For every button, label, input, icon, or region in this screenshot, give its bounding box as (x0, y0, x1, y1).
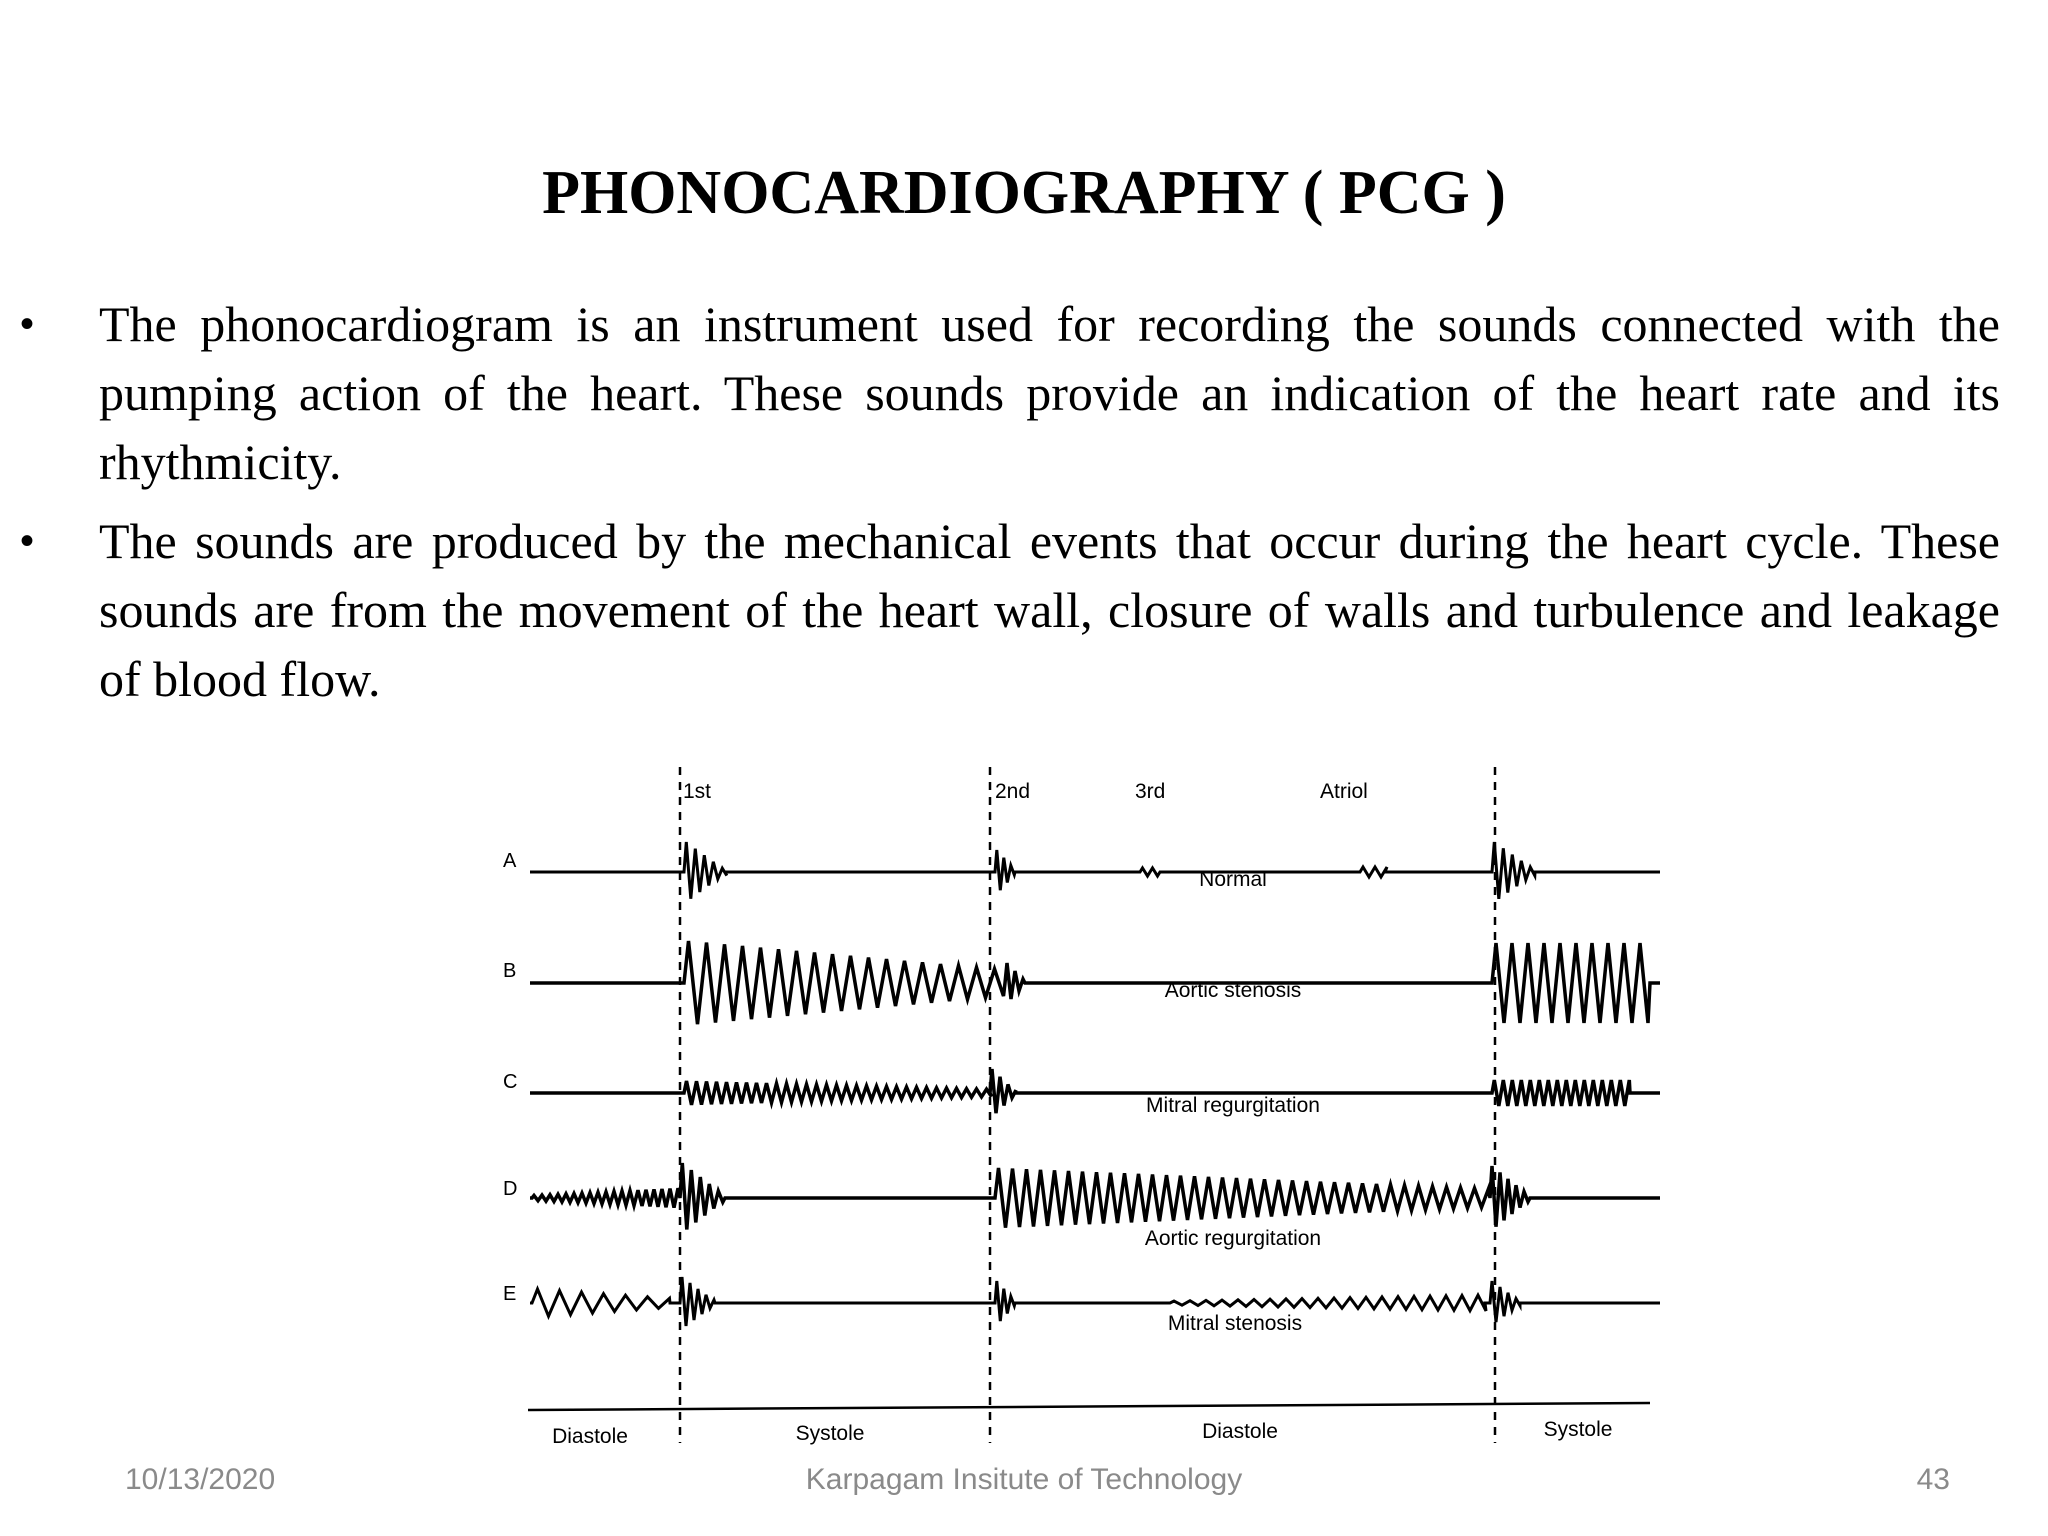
trace-caption: Aortic regurgitation (1144, 1227, 1322, 1250)
event-label-3rd: 3rd (1135, 780, 1166, 803)
event-label-1st: 1st (683, 780, 712, 803)
trace-letter: B (503, 960, 517, 982)
bullet-item (20, 507, 2000, 714)
trace-letter: D (503, 1178, 518, 1200)
bullet-item (20, 290, 2000, 497)
slide-title: PHONOCARDIOGRAPHY ( PCG ) (542, 159, 1506, 227)
footer-page-number: 43 (1916, 1463, 1950, 1496)
phase-label: Systole (795, 1422, 865, 1445)
waveform-trace (530, 1277, 1660, 1326)
waveform-trace (530, 941, 1660, 1024)
phase-label: Diastole (552, 1425, 628, 1448)
waveform-trace (530, 842, 1660, 899)
bullet-list (20, 290, 2000, 724)
footer-organization: Karpagam Insitute of Technology (805, 1463, 1243, 1496)
trace-letter: E (503, 1283, 517, 1305)
trace-row-a (503, 842, 1660, 899)
bullet-text: The phonocardiogram is an instrument used for recording the sounds connected with the pumping action of the heart. These sounds provide an indication of the heart rate and its rhythmicity. (99, 296, 2000, 490)
trace-row-b (503, 941, 1660, 1024)
waveform-trace (530, 1069, 1660, 1113)
trace-caption: Mitral stenosis (1167, 1312, 1303, 1335)
phase-label: Diastole (1202, 1420, 1278, 1443)
waveform-trace (530, 1163, 1660, 1230)
bullet-text: The sounds are produced by the mechanical events that occur during the heart cycle. These sounds are from the movement of the heart wall, closure of walls and turbulence and leakage of blood flow. (99, 513, 2000, 707)
bullet-icon: • (20, 302, 35, 346)
trace-row-c (503, 1069, 1660, 1117)
trace-caption: Aortic stenosis (1164, 979, 1302, 1002)
pcg-waveform-figure (470, 755, 1670, 1455)
trace-caption: Mitral regurgitation (1146, 1094, 1320, 1117)
event-label-2nd: 2nd (995, 780, 1031, 803)
bullet-icon: • (20, 519, 35, 563)
trace-letter: A (503, 850, 517, 872)
event-label-atrial: Atriol (1320, 780, 1368, 803)
trace-letter: C (503, 1071, 518, 1093)
trace-caption: Normal (1199, 868, 1267, 891)
phase-label: Systole (1543, 1418, 1613, 1441)
time-axis (528, 1403, 1650, 1410)
footer-date: 10/13/2020 (125, 1463, 276, 1496)
trace-row-d (503, 1163, 1660, 1250)
trace-row-e (503, 1277, 1660, 1335)
